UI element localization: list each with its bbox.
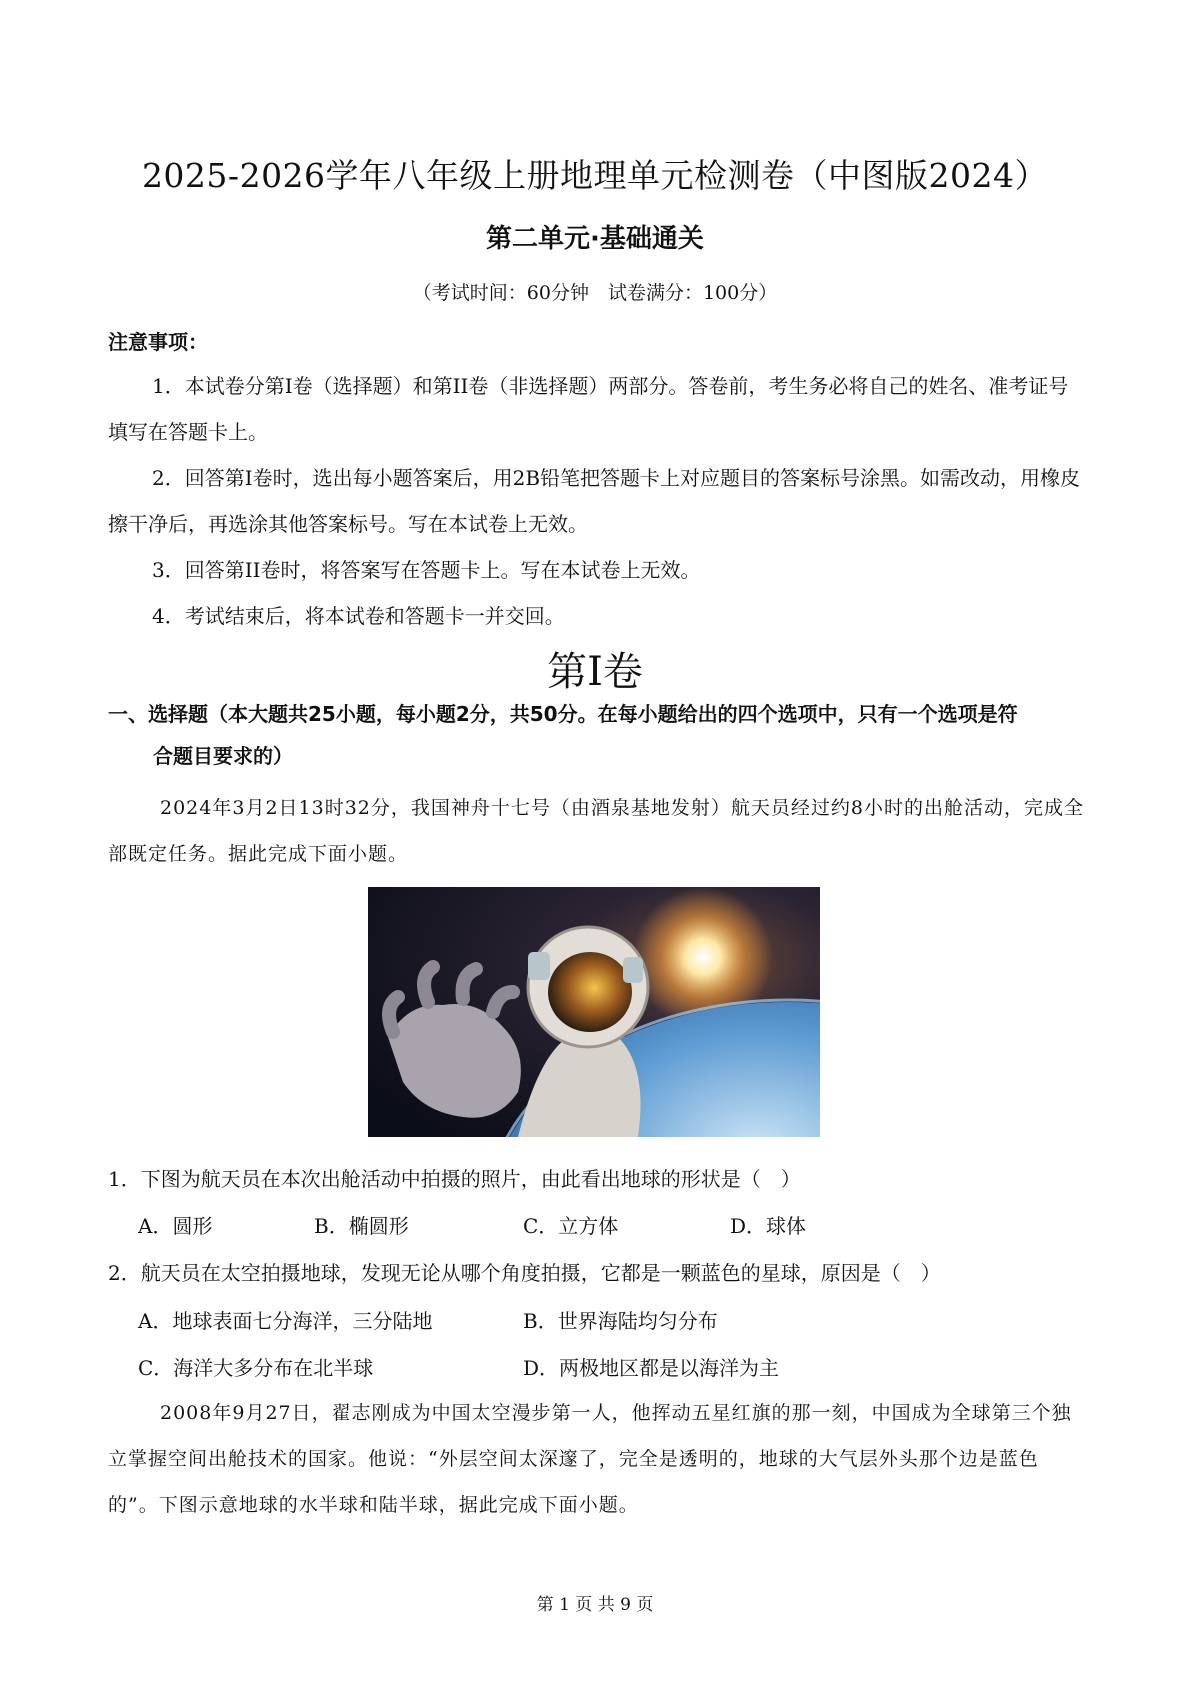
note-item: 4．考试结束后，将本试卷和答题卡一并交回。	[152, 604, 565, 628]
note-item: 3．回答第II卷时，将答案写在答题卡上。写在本试卷上无效。	[152, 558, 701, 582]
section-title: 第I卷	[547, 649, 643, 695]
notes-heading: 注意事项：	[108, 330, 208, 354]
question-1-stem: 1．下图为航天员在本次出舱活动中拍摄的照片，由此看出地球的形状是（ ）	[108, 1167, 801, 1191]
question-2-option-b: B．世界海陆均匀分布	[523, 1309, 718, 1333]
question-1-option-a: A．圆形	[138, 1214, 213, 1238]
question-2-stem: 2．航天员在太空拍摄地球，发现无论从哪个角度拍摄，它都是一颗蓝色的星球，原因是（ ）	[108, 1261, 941, 1285]
exam-info: （考试时间：60分钟 试卷满分：100分）	[412, 282, 778, 304]
section-heading-line2: 合题目要求的）	[153, 744, 293, 768]
notes-list	[108, 363, 1084, 639]
exam-subtitle: 第二单元·基础通关	[486, 224, 704, 254]
question-1-option-c: C．立方体	[523, 1214, 619, 1238]
question-1-option-d: D．球体	[730, 1214, 807, 1238]
question-1-option-b: B．椭圆形	[314, 1214, 409, 1238]
question-2-option-c: C．海洋大多分布在北半球	[138, 1356, 374, 1380]
passage-2: 2008年9月27日，翟志刚成为中国太空漫步第一人，他挥动五星红旗的那一刻，中国成为全球第三个独立掌握空间出舱技术的国家。他说：“外层空间太深邃了，完全是透明的，地球的大气层外头那个边是蓝色的”。下图示意地球的水半球和陆半球，据此完成下面小题。	[108, 1402, 1072, 1516]
passage-1: 2024年3月2日13时32分，我国神舟十七号（由酒泉基地发射）航天员经过约8小时的出舱活动，完成全部既定任务。据此完成下面小题。	[108, 797, 1084, 865]
section-heading	[108, 693, 1088, 777]
note-item: 1．本试卷分第I卷（选择题）和第II卷（非选择题）两部分。答卷前，考生务必将自己的姓名、准考证号填写在答题卡上。	[108, 374, 1069, 444]
section-heading-line1: 一、选择题（本大题共25小题，每小题2分，共50分。在每小题给出的四个选项中，只有一个选项是符	[108, 702, 1018, 726]
page-footer: 第 1 页 共 9 页	[536, 1595, 654, 1615]
astronaut-earth-photo	[368, 887, 820, 1137]
question-2-option-d: D．两极地区都是以海洋为主	[523, 1356, 780, 1380]
exam-title: 2025-2026学年八年级上册地理单元检测卷（中图版2024）	[141, 156, 1049, 195]
question-2-option-a: A．地球表面七分海洋，三分陆地	[138, 1309, 433, 1333]
astronaut-illustration	[368, 887, 820, 1137]
note-item: 2．回答第I卷时，选出每小题答案后，用2B铅笔把答题卡上对应题目的答案标号涂黑。如需改动，用橡皮擦干净后，再选涂其他答案标号。写在本试卷上无效。	[108, 466, 1081, 536]
